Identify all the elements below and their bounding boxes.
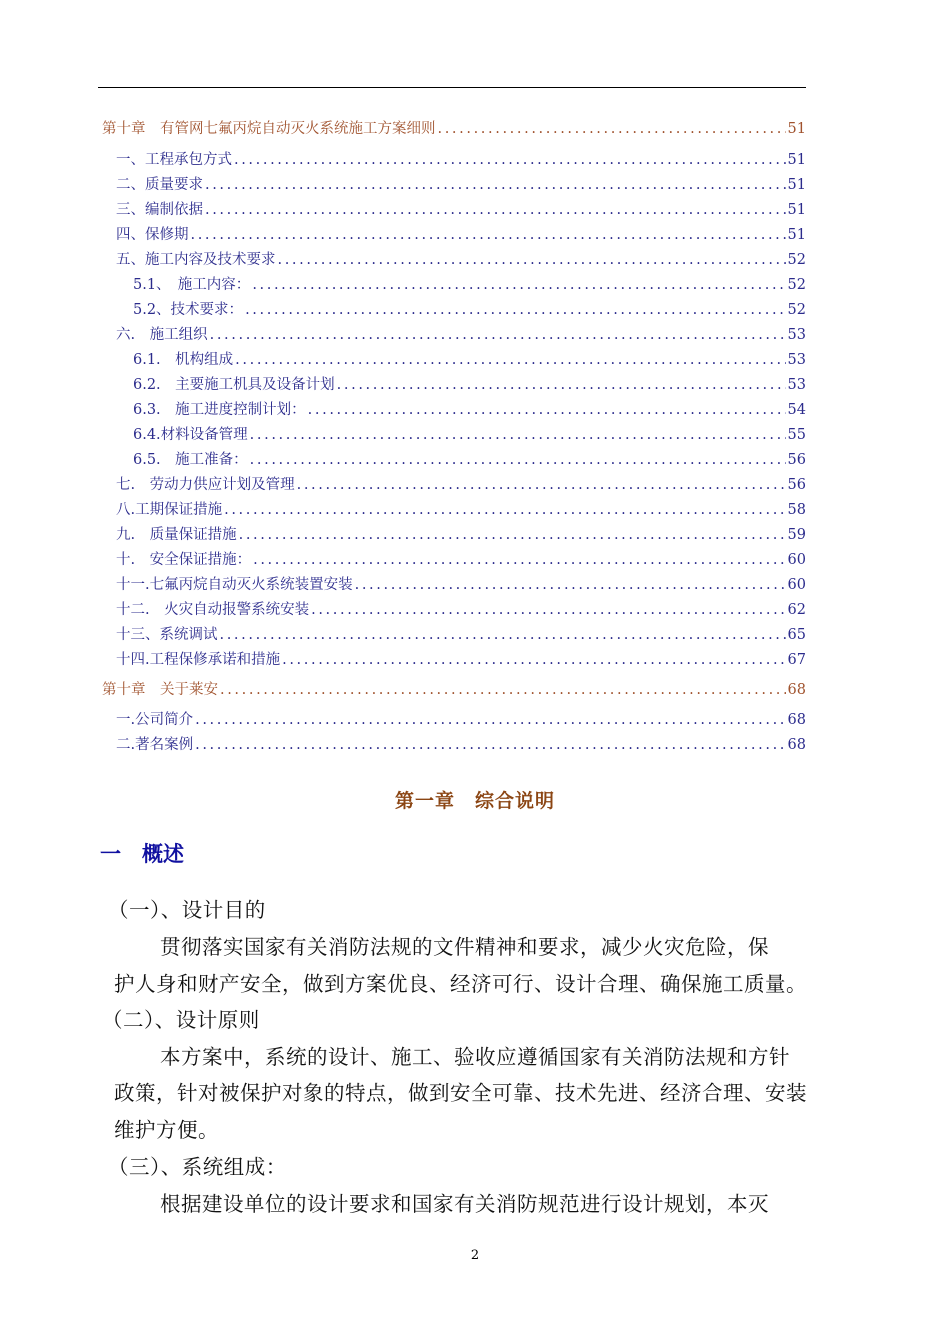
toc-entry[interactable] (116, 551, 806, 569)
toc-dot-leader (220, 626, 786, 644)
toc-entry-label: 六. 施工组织 (116, 327, 208, 343)
page-number: 2 (470, 1248, 480, 1263)
subheading-design-principle: （二）、设计原则 (102, 1008, 260, 1032)
toc-entry-label: 一、工程承包方式 (116, 152, 232, 168)
toc-entry-page: 51 (787, 152, 806, 168)
subheading-design-purpose: （一）、设计目的 (108, 898, 266, 922)
toc-entry-page: 65 (787, 627, 806, 643)
toc-entry-page: 55 (787, 427, 806, 443)
toc-dot-leader (235, 351, 785, 369)
toc-entry-label: 五、施工内容及技术要求 (116, 252, 276, 268)
toc-entry[interactable] (116, 326, 806, 344)
toc-dot-leader (191, 226, 786, 244)
toc-entry-page: 59 (787, 527, 806, 543)
toc-entry-page: 60 (787, 552, 806, 568)
toc-entry-label: 6.1. 机构组成 (133, 352, 234, 368)
toc-entry-label: 二、质量要求 (116, 177, 203, 193)
toc-dot-leader (224, 501, 785, 519)
toc-entry-label: 八.工期保证措施 (116, 502, 223, 518)
body-paragraph-line: 本方案中，系统的设计、施工、验收应遵循国家有关消防法规和方针 (160, 1045, 790, 1069)
toc-entry[interactable] (116, 651, 806, 669)
toc-entry-label: 九. 质量保证措施 (116, 527, 237, 543)
body-paragraph-line: 护人身和财产安全，做到方案优良、经济可行、设计合理、确保施工质量。 (114, 972, 807, 996)
toc-entry-page: 53 (787, 352, 806, 368)
toc-entry[interactable] (133, 276, 806, 294)
toc-dot-leader (252, 276, 785, 294)
toc-entry-label: 十二. 火灾自动报警系统安装 (116, 602, 310, 618)
toc-entry[interactable] (133, 376, 806, 394)
toc-dot-leader (438, 120, 786, 138)
toc-entry-page: 58 (787, 502, 806, 518)
toc-entry-page: 67 (787, 652, 806, 668)
toc-entry-label: 七. 劳动力供应计划及管理 (116, 477, 295, 493)
toc-entry[interactable] (116, 601, 806, 619)
subheading-system-composition: （三）、系统组成： (108, 1155, 287, 1179)
toc-dot-leader (205, 176, 786, 194)
toc-entry[interactable] (133, 426, 806, 444)
toc-entry-label: 一.公司简介 (116, 712, 194, 728)
toc-entry-label: 第十章 关于莱安 (102, 682, 218, 698)
toc-entry[interactable] (133, 451, 806, 469)
toc-entry-page: 54 (787, 402, 806, 418)
toc-entry-page: 68 (787, 712, 806, 728)
toc-entry-page: 60 (787, 577, 806, 593)
toc-entry[interactable] (102, 681, 806, 699)
toc-dot-leader (239, 526, 786, 544)
toc-entry[interactable] (116, 151, 806, 169)
toc-entry-page: 53 (787, 327, 806, 343)
toc-entry-label: 十一.七氟丙烷自动灭火系统装置安装 (116, 577, 353, 593)
toc-entry[interactable] (116, 576, 806, 594)
toc-dot-leader (234, 151, 786, 169)
toc-entry-label: 十. 安全保证措施： (116, 552, 252, 568)
toc-dot-leader (195, 711, 785, 729)
toc-entry-label: 四、保修期 (116, 227, 189, 243)
toc-entry-label: 6.4.材料设备管理 (133, 427, 248, 443)
toc-entry-page: 51 (787, 121, 806, 137)
toc-entry-label: 6.5. 施工准备： (133, 452, 248, 468)
section-title: 一 概述 (100, 842, 184, 866)
toc-entry-label: 十四.工程保修承诺和措施 (116, 652, 281, 668)
chapter-title: 第一章 综合说明 (394, 790, 555, 812)
toc-entry-page: 62 (787, 602, 806, 618)
toc-entry-page: 56 (787, 452, 806, 468)
toc-entry[interactable] (133, 401, 806, 419)
toc-dot-leader (253, 551, 785, 569)
toc-dot-leader (311, 601, 785, 619)
toc-entry-label: 5.2、技术要求： (133, 302, 244, 318)
toc-entry-page: 53 (787, 377, 806, 393)
toc-entry[interactable] (116, 176, 806, 194)
toc-dot-leader (278, 251, 786, 269)
toc-dot-leader (250, 426, 786, 444)
toc-entry[interactable] (116, 251, 806, 269)
body-paragraph-line: 维护方便。 (114, 1118, 219, 1142)
toc-dot-leader (205, 201, 786, 219)
toc-entry[interactable] (116, 626, 806, 644)
toc-dot-leader (308, 401, 786, 419)
toc-dot-leader (282, 651, 785, 669)
toc-dot-leader (195, 736, 785, 754)
body-paragraph-line: 根据建设单位的设计要求和国家有关消防规范进行设计规划，本灭 (160, 1192, 769, 1216)
toc-entry-label: 6.3. 施工进度控制计划： (133, 402, 306, 418)
toc-entry[interactable] (102, 120, 806, 138)
body-paragraph-line: 贯彻落实国家有关消防法规的文件精神和要求，减少火灾危险，保 (160, 935, 769, 959)
toc-entry[interactable] (116, 736, 806, 754)
toc-entry-label: 5.1、 施工内容： (133, 277, 251, 293)
toc-entry[interactable] (133, 301, 806, 319)
toc-entry-label: 二.著名案例 (116, 737, 194, 753)
body-paragraph-line: 政策，针对被保护对象的特点，做到安全可靠、技术先进、经济合理、安装 (114, 1081, 807, 1105)
toc-dot-leader (337, 376, 786, 394)
toc-dot-leader (355, 576, 786, 594)
toc-entry-page: 68 (787, 737, 806, 753)
toc-dot-leader (245, 301, 785, 319)
toc-entry-label: 十三、系统调试 (116, 627, 218, 643)
toc-dot-leader (250, 451, 786, 469)
toc-entry-label: 第十章 有管网七氟丙烷自动灭火系统施工方案细则 (102, 121, 436, 137)
toc-entry-page: 52 (787, 302, 806, 318)
toc-dot-leader (220, 681, 786, 699)
toc-entry[interactable] (116, 226, 806, 244)
header-rule (98, 87, 806, 88)
toc-entry-page: 51 (787, 177, 806, 193)
toc-dot-leader (297, 476, 786, 494)
toc-entry-page: 68 (787, 682, 806, 698)
toc-entry[interactable] (116, 501, 806, 519)
toc-entry-page: 51 (787, 202, 806, 218)
toc-entry-page: 51 (787, 227, 806, 243)
toc-entry-label: 6.2. 主要施工机具及设备计划 (133, 377, 335, 393)
toc-entry-page: 52 (787, 252, 806, 268)
toc-entry-page: 56 (787, 477, 806, 493)
toc-dot-leader (210, 326, 786, 344)
toc-entry-label: 三、编制依据 (116, 202, 203, 218)
toc-entry[interactable] (116, 711, 806, 729)
toc-entry[interactable] (133, 351, 806, 369)
toc-entry[interactable] (116, 201, 806, 219)
toc-entry[interactable] (116, 526, 806, 544)
toc-entry-page: 52 (787, 277, 806, 293)
toc-entry[interactable] (116, 476, 806, 494)
